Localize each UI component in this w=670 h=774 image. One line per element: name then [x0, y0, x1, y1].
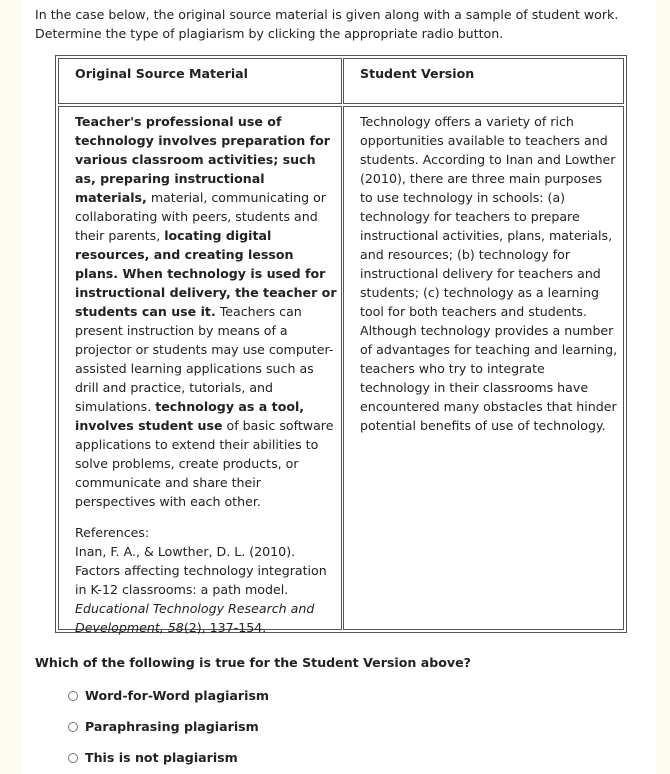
original-bold-3: technology as a tool, involves student use	[75, 399, 305, 433]
original-text-2: Teachers can present instruction by means of a projector or students may use computer-assisted learning applications such as drill and practice, tutorials, and simulations.	[75, 304, 334, 414]
instructions-block	[35, 0, 635, 43]
reference-journal: Educational Technology Research and Development, 58	[75, 601, 315, 635]
option-label: This is not plagiarism	[85, 750, 238, 765]
references	[75, 523, 337, 637]
radio-button-icon[interactable]	[68, 691, 78, 701]
student-version-text: Technology offers a variety of rich opportunities available to teachers and students. According to Inan and Lowther (2010), there are three main purposes to use technology in schools: (a) technology for teachers to prepare instructional activities, plans, materials, and resources; (b) technology for instructional delivery for teachers and students; (c) technology as a learning tool for both teachers and students. Although technology provides a number of advantages for teaching and learning, teachers who try to integrate technology in their classrooms have encountered many obstacles that hinder potential benefits of use of technology.	[360, 114, 618, 433]
header-cell-student	[343, 58, 624, 104]
option-not-plagiarism[interactable]	[68, 750, 238, 765]
student-version-cell	[343, 106, 624, 630]
original-source-text	[75, 112, 337, 637]
original-bold-1: Teacher's professional use of technology involves preparation for various classroom activities; such as, preparing instructional materials,	[75, 114, 330, 205]
original-text-1: material, communicating or collaborating with peers, students and their parents,	[75, 190, 326, 243]
option-paraphrasing[interactable]	[68, 719, 259, 734]
original-source-cell	[58, 106, 342, 635]
instructions-line-1: In the case below, the original source material is given along with a sample of student work.	[35, 7, 619, 22]
option-label: Paraphrasing plagiarism	[85, 719, 259, 734]
instructions-line-2: Determine the type of plagiarism by clicking the appropriate radio button.	[35, 26, 504, 41]
header-cell-original	[58, 58, 342, 104]
question-text: Which of the following is true for the Student Version above?	[35, 655, 471, 670]
original-text-3: of basic software applications to extend their abilities to solve problems, create products, or communicate and share their perspectives with each other.	[75, 418, 334, 509]
instructions-text	[35, 5, 635, 43]
reference-issue: (2), 137-154.	[183, 620, 267, 635]
left-margin	[0, 0, 22, 774]
references-label: References:	[75, 525, 150, 540]
right-margin	[656, 0, 670, 774]
reference-citation: Inan, F. A., & Lowther, D. L. (2010). Factors affecting technology integration in K-12 classrooms: a path model.	[75, 544, 327, 597]
comparison-table	[55, 55, 627, 633]
header-original: Original Source Material	[75, 66, 248, 81]
radio-button-icon[interactable]	[68, 722, 78, 732]
original-bold-2: locating digital resources, and creating lesson plans. When technology is used for instructional delivery, the teacher or students can use it.	[75, 228, 337, 319]
header-student: Student Version	[360, 66, 475, 81]
radio-button-icon[interactable]	[68, 753, 78, 763]
option-word-for-word[interactable]	[68, 688, 269, 703]
option-label: Word-for-Word plagiarism	[85, 688, 270, 703]
